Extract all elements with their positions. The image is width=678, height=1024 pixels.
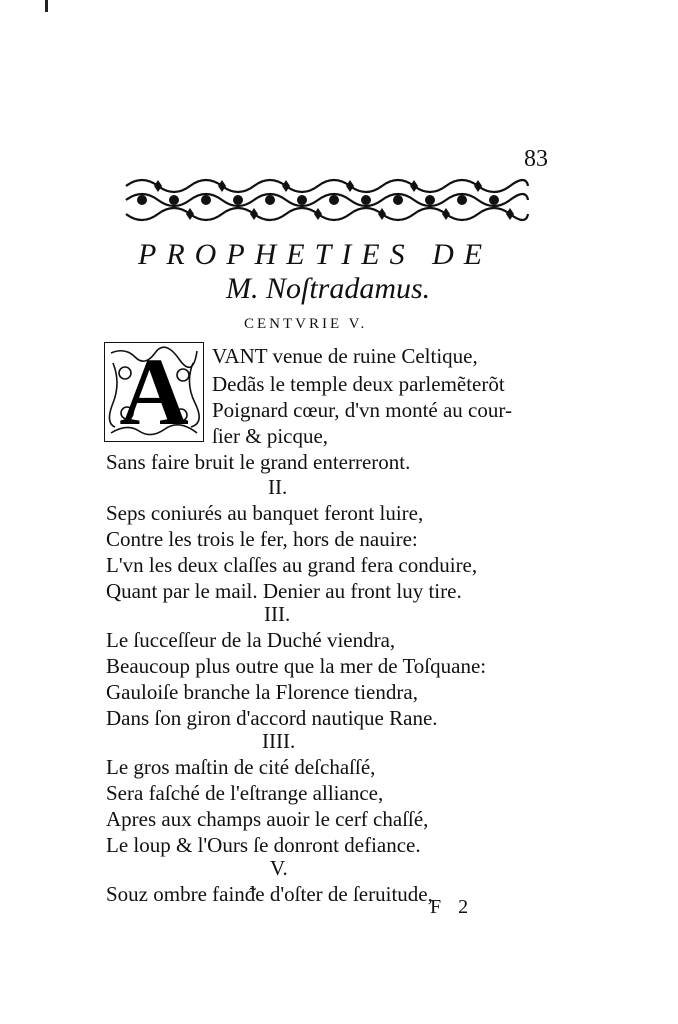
- decorated-drop-cap: [104, 342, 204, 442]
- verse-line: L'vn les deux claſſes au grand fera conduire,: [106, 553, 478, 577]
- verse-line: Quant par le mail. Denier au front luy tire.: [106, 579, 462, 603]
- verse-line: Souz ombre fainᵭe d'oſter de ſeruitude,: [106, 882, 433, 906]
- verse-line: Beaucoup plus outre que la mer de Toſquane:: [106, 654, 487, 678]
- verse-line: Gauloiſe branche la Florence tiendra,: [106, 680, 418, 704]
- signature-mark: F 2: [430, 896, 475, 918]
- page-title: PROPHETIES DE: [138, 238, 493, 271]
- verse-line: ſier & picque,: [212, 424, 329, 448]
- verse-line: Poignard cœur, d'vn monté au cour-: [212, 398, 512, 422]
- verse-line: Apres aux champs auoir le cerf chaſſé,: [106, 807, 429, 831]
- centurie-heading: CENTVRIE V.: [244, 316, 368, 332]
- drop-cap-letter: A: [119, 342, 189, 442]
- page-number: 83: [524, 146, 548, 172]
- verse-line: Contre les trois le fer, hors de nauire:: [106, 527, 418, 551]
- verse-line: Le ſucceſſeur de la Duché viendra,: [106, 628, 396, 652]
- verse-line: Sans faire bruit le grand enterreront.: [106, 450, 411, 474]
- verse-line: Le gros maſtin de cité deſchaſſé,: [106, 755, 376, 779]
- page-subtitle: M. Noſtradamus.: [226, 272, 431, 305]
- decorative-headpiece: [122, 172, 532, 228]
- quatrain-numeral: III.: [264, 602, 291, 626]
- verse-line: Dans ſon giron d'accord nautique Rane.: [106, 706, 438, 730]
- verse-line: Dedãs le temple deux parlemẽterõt: [212, 372, 505, 396]
- verse-line: Le loup & l'Ours ſe donront defiance.: [106, 833, 421, 857]
- margin-tick-mark: [45, 0, 48, 12]
- verse-line: VANT venue de ruine Celtique,: [212, 344, 478, 368]
- quatrain-numeral: II.: [268, 475, 288, 499]
- verse-line: Sera faſché de l'eſtrange alliance,: [106, 781, 384, 805]
- quatrain-numeral: IIII.: [262, 729, 296, 753]
- verse-line: Seps coniurés au banquet feront luire,: [106, 501, 424, 525]
- quatrain-numeral: V.: [270, 856, 288, 880]
